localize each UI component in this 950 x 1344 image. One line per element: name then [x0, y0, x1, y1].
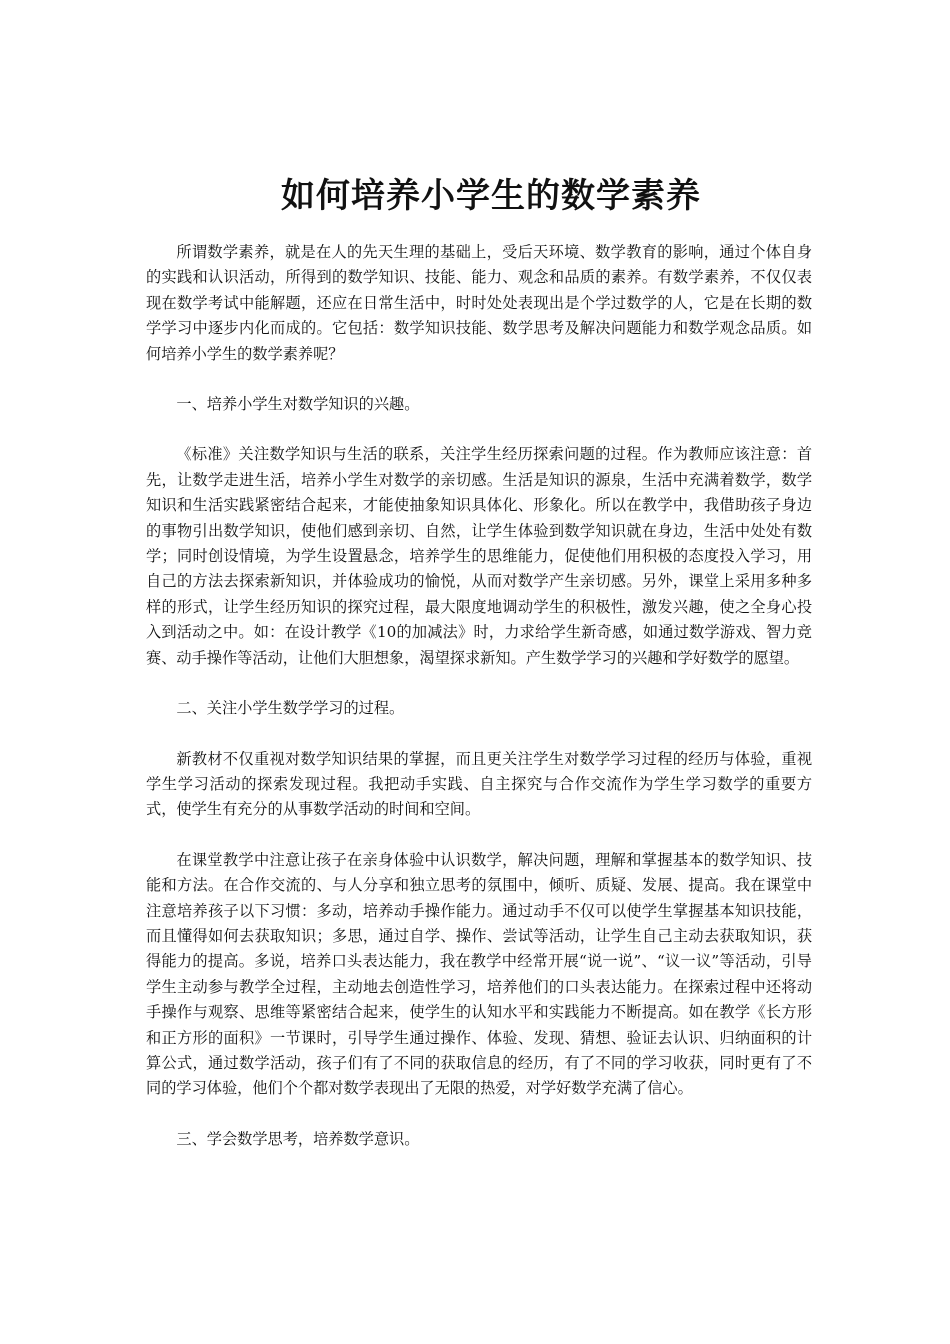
paragraph-gap [146, 1102, 812, 1127]
intro-paragraph: 所谓数学素养，就是在人的先天生理的基础上，受后天环境、数学教育的影响，通过个体自身的实践和认识活动，所得到的数学知识、技能、能力、观念和品质的素养。有数学素养，不仅仅表现在数学考试中能解题，还应在日常生活中，时时处处表现出是个学过数学的人，它是在长期的数学学习中逐步内化而成的。它包括：数学知识技能、数学思考及解决问题能力和数学观念品质。如何培养小学生的数学素养呢？ [146, 243, 812, 363]
section-1-paragraph: 《标准》关注数学知识与生活的联系，关注学生经历探索问题的过程。作为教师应该注意：首先，让数学走进生活，培养小学生对数学的亲切感。生活是知识的源泉，生活中充满着数学，数学知识和生活实践紧密结合起来，才能使抽象知识具体化、形象化。所以在教学中，我借助孩子身边的事物引出数学知识，使他们感到亲切、自然，让学生体验到数学知识就在身边，生活中处处有数学；同时创设情境，为学生设置悬念，培养学生的思维能力，促使他们用积极的态度投入学习，用自己的方法去探索新知识，并体验成功的愉悦，从而对数学产生亲切感。另外，课堂上采用多种多样的形式，让学生经历知识的探究过程，最大限度地调动学生的积极性，激发兴趣，使之全身心投入到活动之中。如：在设计教学《10的加减法》时，力求给学生新奇感，如通过数学游戏、智力竞赛、动手操作等活动，让他们大胆想象，渴望探求新知。产生数学学习的兴趣和学好数学的愿望。 [146, 445, 812, 667]
paragraph-gap [146, 671, 812, 696]
paragraph-gap [146, 722, 812, 747]
section-heading-1: 一、培养小学生对数学知识的兴趣。 [176, 395, 420, 414]
document-body [146, 240, 812, 1152]
document-title: 如何培养小学生的数学素养 [281, 176, 701, 216]
paragraph-gap [146, 417, 812, 442]
section-heading-3: 三、学会数学思考，培养数学意识。 [176, 1129, 420, 1148]
section-2-paragraph-1: 新教材不仅重视对数学知识结果的掌握，而且更关注学生对数学学习过程的经历与体验，重视学生学习活动的探索发现过程。我把动手实践、自主探究与合作交流作为学生学习数学的重要方式，使学生有充分的从事数学活动的时间和空间。 [146, 749, 812, 819]
section-2-paragraph-2: 在课堂教学中注意让孩子在亲身体验中认识数学，解决问题，理解和掌握基本的数学知识、技能和方法。在合作交流的、与人分享和独立思考的氛围中，倾听、质疑、发展、提高。我在课堂中注意培养孩子以下习惯：多动，培养动手操作能力。通过动手不仅可以使学生掌握基本知识技能，而且懂得如何去获取知识；多思，通过自学、操作、尝试等活动，让学生自己主动去获取知识，获得能力的提高。多说，培养口头表达能力，我在教学中经常开展“说一说”、“议一议”等活动，引导学生主动参与教学全过程，主动地去创造性学习，培养他们的口头表达能力。在探索过程中还将动手操作与观察、思维等紧密结合起来，使学生的认知水平和实践能力不断提高。如在教学《长方形和正方形的面积》一节课时，引导学生通过操作、体验、发现、猜想、验证去认识、归纳面积的计算公式，通过数学活动，孩子们有了不同的获取信息的经历，有了不同的学习收获，同时更有了不同的学习体验，他们个个都对数学表现出了无限的热爱，对学好数学充满了信心。 [146, 850, 812, 1098]
paragraph-gap [146, 823, 812, 848]
paragraph-gap [146, 367, 812, 392]
section-heading-2: 二、关注小学生数学学习的过程。 [176, 699, 405, 718]
